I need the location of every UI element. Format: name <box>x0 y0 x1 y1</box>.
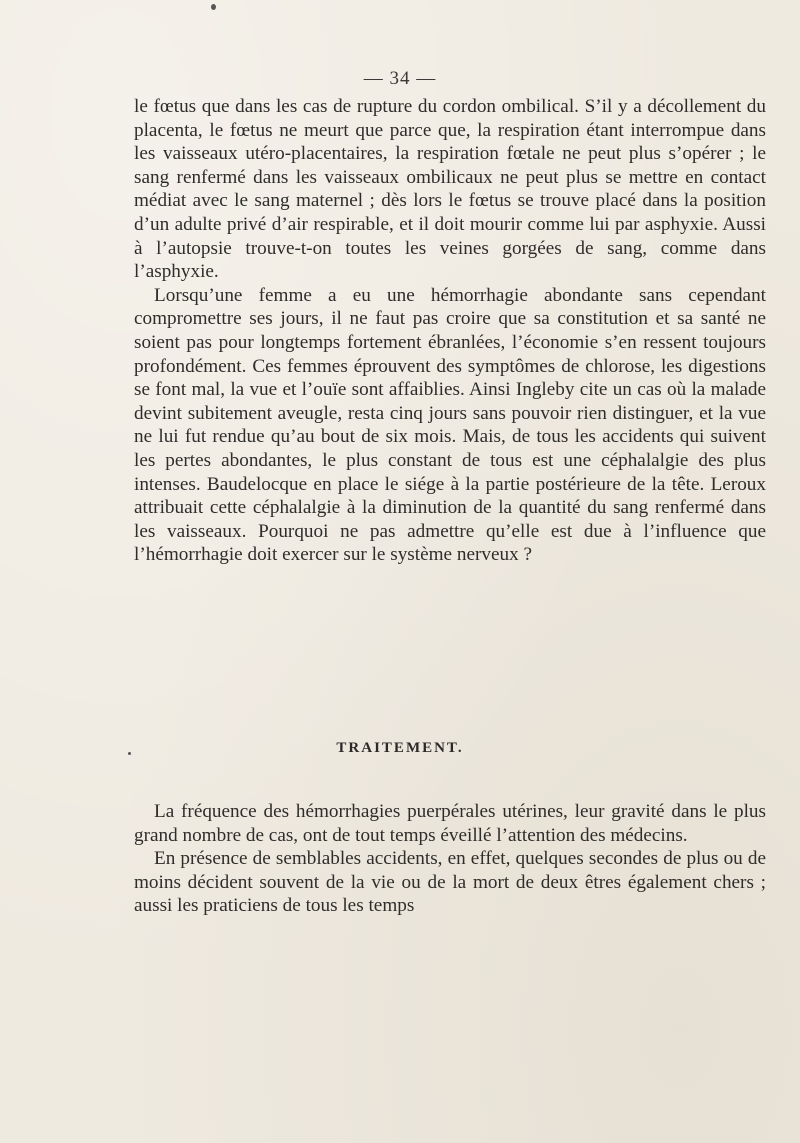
paragraph-continued: le fœtus que dans les cas de rupture du cordon ombilical. S’il y a décollement du placenta, le fœtus ne meurt que parce que, la respiration étant interrompue dans les vaisseaux utéro-placentaires, la respiration fœtale ne peut plus s’opérer ; le sang renfermé dans les vaisseaux ombilicaux ne peut plus se mettre en contact médiat avec le sang maternel ; dès lors le fœtus se trouve placé dans la position d’un adulte privé d’air respirable, et il doit mourir comme lui par asphyxie. Aussi à l’autopsie trouve-t-on toutes les veines gorgées de sang, comme dans l’asphyxie. <box>134 96 766 283</box>
ink-speck <box>211 4 216 10</box>
paragraph: En présence de semblables accidents, en effet, quelques secondes de plus ou de moins décident souvent de la vie ou de la mort de deux êtres également chers ; aussi les praticiens de tous les temps <box>134 848 766 917</box>
paragraph: Lorsqu’une femme a eu une hémorrhagie abondante sans cependant compromettre ses jours, il ne faut pas croire que sa constitution et sa santé ne soient pas pour longtemps fortement ébranlées, l’économie s’en ressent toujours profondément. Ces femmes éprouvent des symptômes de chlorose, les digestions se font mal, la vue et l’ouïe sont affaiblies. Ainsi Ingleby cite un cas où la malade devint subitement aveugle, resta cinq jours sans pouvoir rien distinguer, et la vue ne lui fut rendue qu’au bout de six mois. Mais, de tous les accidents qui suivent les pertes abondantes, le plus constant de tous est une céphalalgie des plus intenses. Baudelocque en place le siége à la partie postérieure de la tête. Leroux attribuait cette céphalalgie à la diminution de la quantité du sang renfermé dans les vaisseaux. Pourquoi ne pas admettre qu’elle est due à l’influence que l’hémorrhagie doit exercer sur le système nerveux ? <box>134 284 766 566</box>
body-text-bottom <box>134 800 766 918</box>
section-heading: TRAITEMENT. <box>336 740 464 756</box>
page-number: — 34 — <box>363 68 437 89</box>
body-text-top <box>134 95 766 567</box>
paragraph: La fréquence des hémorrhagies puerpérales utérines, leur gravité dans le plus grand nombre de cas, ont de tout temps éveillé l’attention des médecins. <box>134 801 766 846</box>
